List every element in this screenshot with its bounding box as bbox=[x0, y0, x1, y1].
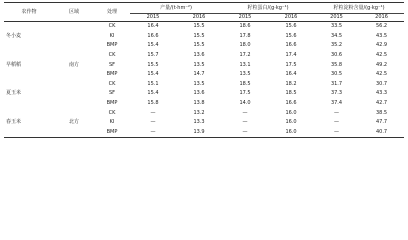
table-row bbox=[4, 80, 404, 90]
value-cell: 13.9 bbox=[193, 128, 205, 135]
value-cell: 15.4 bbox=[147, 90, 159, 97]
region-cell: 北方 bbox=[54, 108, 94, 137]
value-cell: 16.6 bbox=[285, 42, 297, 49]
region-cell bbox=[54, 22, 94, 51]
value-cell: 15.5 bbox=[193, 42, 205, 49]
treatment-cell: BMP bbox=[106, 71, 118, 78]
value-cell: 17.5 bbox=[239, 90, 251, 97]
value-cell: 13.5 bbox=[193, 80, 205, 87]
value-cell: 16.4 bbox=[285, 71, 297, 78]
crop-cell: 春玉米 bbox=[4, 108, 54, 137]
value-cell: 13.3 bbox=[193, 119, 205, 126]
value-cell: 18.2 bbox=[285, 80, 297, 87]
header-year: 2016 bbox=[359, 14, 404, 22]
value-cell: 42.5 bbox=[375, 52, 388, 59]
value-cell: 42.5 bbox=[375, 71, 388, 78]
value-cell: 30.7 bbox=[375, 80, 388, 87]
header-year: 2015 bbox=[314, 14, 359, 22]
header-yield: 产量/(t·hm⁻²) bbox=[130, 3, 222, 14]
value-cell: 17.2 bbox=[239, 52, 251, 59]
value-cell: — bbox=[334, 128, 340, 135]
treatment-cell: SF bbox=[108, 61, 116, 68]
value-cell: 15.5 bbox=[193, 32, 205, 39]
header-crop: 农作物 bbox=[4, 3, 54, 22]
table-row bbox=[4, 22, 404, 32]
value-cell: — bbox=[242, 128, 248, 135]
value-cell: 38.5 bbox=[375, 109, 388, 116]
value-cell: 16.6 bbox=[147, 32, 159, 39]
value-cell: 43.3 bbox=[375, 90, 388, 97]
value-cell: 13.6 bbox=[193, 90, 205, 97]
value-cell: 18.0 bbox=[239, 42, 251, 49]
value-cell: 18.5 bbox=[285, 90, 297, 97]
value-cell: 14.7 bbox=[193, 71, 205, 78]
value-cell: 15.1 bbox=[147, 80, 159, 87]
value-cell: 17.5 bbox=[285, 61, 297, 68]
value-cell: 35.8 bbox=[330, 61, 343, 68]
value-cell: — bbox=[334, 109, 340, 116]
crop-cell: 冬小麦 bbox=[6, 32, 22, 39]
value-cell: — bbox=[150, 128, 156, 135]
value-cell: 15.6 bbox=[285, 32, 297, 39]
value-cell: 40.7 bbox=[375, 128, 388, 135]
value-cell: 18.6 bbox=[239, 23, 251, 30]
value-cell: 13.2 bbox=[193, 109, 205, 116]
treatment-cell: CK bbox=[108, 23, 116, 30]
header-starch: 籽粒淀粉含量/(g·kg⁻¹) bbox=[314, 3, 404, 14]
treatment-cell: CK bbox=[108, 109, 116, 116]
value-cell: 17.4 bbox=[285, 52, 297, 59]
value-cell: 14.0 bbox=[239, 100, 251, 107]
header-year: 2015 bbox=[222, 14, 268, 22]
region-cell: 南方 bbox=[68, 61, 79, 68]
header-year: 2016 bbox=[268, 14, 314, 22]
header-year: 2015 bbox=[130, 14, 176, 22]
header-protein: 籽粒蛋白/(g·kg⁻¹) bbox=[222, 3, 314, 14]
value-cell: 15.5 bbox=[147, 61, 159, 68]
header-region: 区域 bbox=[54, 3, 94, 22]
value-cell: 15.4 bbox=[147, 42, 159, 49]
treatment-cell: BMP bbox=[106, 42, 118, 49]
data-table bbox=[4, 2, 404, 138]
value-cell: 56.2 bbox=[375, 23, 388, 30]
treatment-cell: BMP bbox=[106, 100, 118, 107]
value-cell: 34.5 bbox=[330, 32, 343, 39]
value-cell: 31.7 bbox=[330, 80, 343, 87]
value-cell: 13.1 bbox=[239, 61, 251, 68]
value-cell: 37.3 bbox=[330, 90, 343, 97]
value-cell: 35.2 bbox=[330, 42, 343, 49]
value-cell: 13.5 bbox=[193, 61, 205, 68]
value-cell: — bbox=[150, 109, 156, 116]
value-cell: — bbox=[150, 119, 156, 126]
value-cell: — bbox=[242, 119, 248, 126]
value-cell: 15.5 bbox=[193, 23, 205, 30]
treatment-cell: CK bbox=[108, 52, 116, 59]
value-cell: 15.7 bbox=[147, 52, 159, 59]
value-cell: 15.8 bbox=[147, 100, 159, 107]
value-cell: 16.6 bbox=[285, 100, 297, 107]
value-cell: 43.5 bbox=[375, 32, 388, 39]
value-cell: 16.0 bbox=[285, 119, 297, 126]
value-cell: — bbox=[242, 109, 248, 116]
value-cell: 15.6 bbox=[285, 23, 297, 30]
value-cell: 13.6 bbox=[193, 52, 205, 59]
header-treatment: 处理 bbox=[94, 3, 130, 22]
value-cell: 42.9 bbox=[375, 42, 388, 49]
value-cell: 18.5 bbox=[239, 80, 251, 87]
value-cell: 13.5 bbox=[239, 71, 251, 78]
value-cell: — bbox=[334, 119, 340, 126]
table-body bbox=[4, 22, 404, 138]
value-cell: 42.7 bbox=[375, 100, 388, 107]
table-row bbox=[4, 108, 404, 118]
value-cell: 16.0 bbox=[285, 128, 297, 135]
region-cell bbox=[54, 80, 94, 109]
value-cell: 33.5 bbox=[330, 23, 343, 30]
treatment-cell: KI bbox=[109, 32, 115, 39]
crop-cell: 早稻稻 bbox=[6, 61, 22, 68]
treatment-cell: SF bbox=[108, 90, 116, 97]
value-cell: 30.5 bbox=[330, 71, 343, 78]
value-cell: 16.4 bbox=[147, 23, 159, 30]
value-cell: 37.4 bbox=[330, 100, 343, 107]
value-cell: 49.2 bbox=[375, 61, 388, 68]
value-cell: 47.7 bbox=[375, 119, 388, 126]
treatment-cell: BMP bbox=[106, 128, 118, 135]
value-cell: 16.0 bbox=[285, 109, 297, 116]
value-cell: 17.8 bbox=[239, 32, 251, 39]
value-cell: 15.4 bbox=[147, 71, 159, 78]
value-cell: 13.8 bbox=[193, 100, 205, 107]
treatment-cell: CK bbox=[108, 80, 116, 87]
treatment-cell: KI bbox=[109, 119, 115, 126]
value-cell: 30.6 bbox=[330, 52, 343, 59]
crop-cell: 夏玉米 bbox=[6, 90, 22, 97]
table-row bbox=[4, 51, 404, 61]
header-year: 2016 bbox=[176, 14, 222, 22]
